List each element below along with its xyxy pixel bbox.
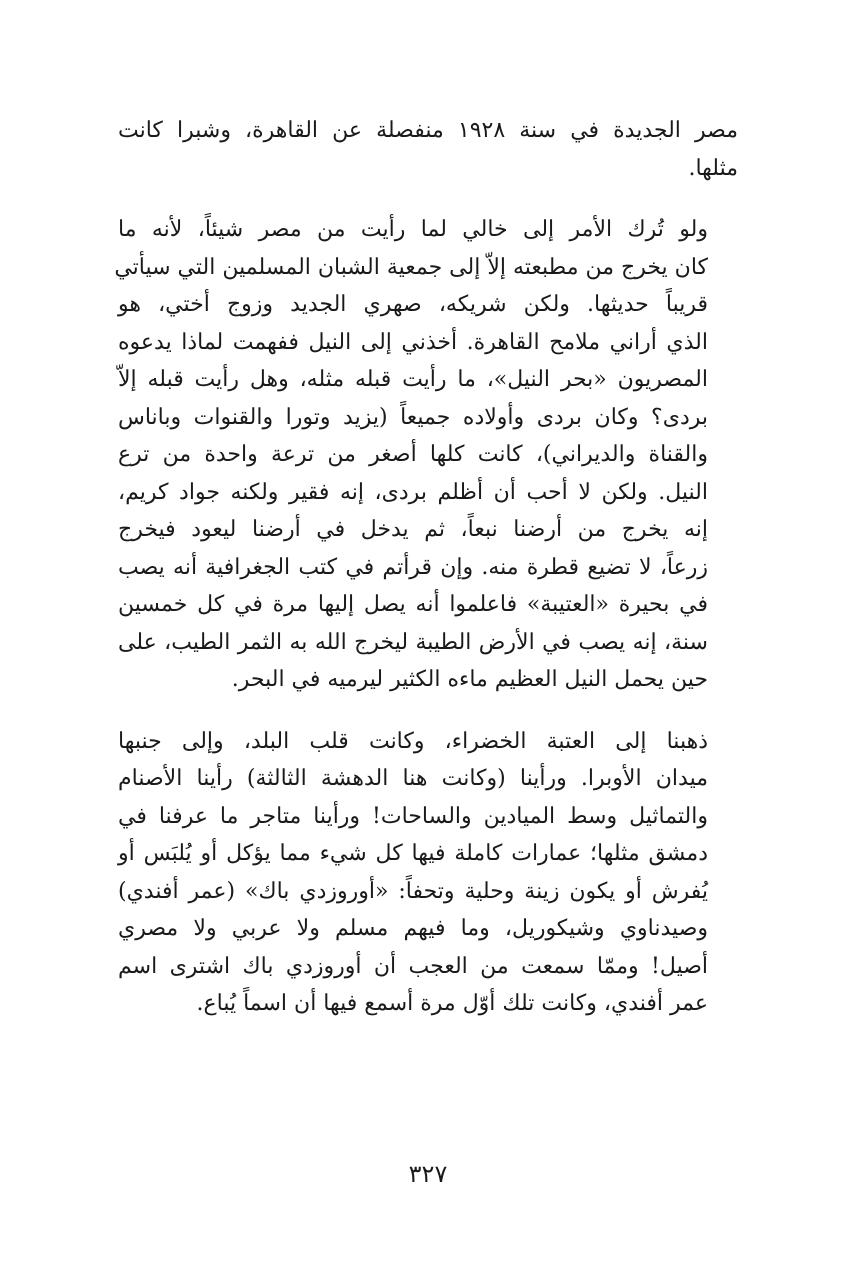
text-line: في بحيرة «العتيبة» فاعلموا أنه يصل إليها مرة في كل خمسين <box>118 592 708 617</box>
text-line: ميدان الأوبرا. ورأينا (وكانت هنا الدهشة الثالثة) رأينا الأصنام <box>118 766 708 791</box>
page-number: ٣٢٧ <box>408 1160 448 1188</box>
text-line: سنة، إنه يصب في الأرض الطيبة ليخرج الله به الثمر الطيب، على <box>118 629 708 655</box>
paragraph <box>114 211 738 699</box>
text-line: المصريون «بحر النيل»، ما رأيت قبله مثله، وهل رأيت قبله إلاّ <box>118 367 708 392</box>
text-container <box>114 112 738 1023</box>
text-line: الذي أراني ملامح القاهرة. أخذني إلى النيل ففهمت لماذا يدعوه <box>118 329 708 355</box>
text-line: كان يخرج من مطبعته إلاّ إلى جمعية الشبان المسلمين التي سيأتي <box>114 254 708 280</box>
text-line: ولو تُرك الأمر إلى خالي لما رأيت من مصر شيئاً، لأنه ما <box>118 217 708 242</box>
paragraph <box>118 723 738 1023</box>
text-line: يُفرش أو يكون زينة وحلية وتحفاً: «أوروزدي باك» (عمر أفندي) <box>118 878 708 904</box>
text-line: حين يحمل النيل العظيم ماءه الكثير ليرميه في البحر. <box>231 667 708 692</box>
text-line: مثلها. <box>688 155 738 181</box>
text-line: والتماثيل وسط الميادين والساحات! ورأينا متاجر ما عرفنا في <box>118 803 708 829</box>
book-page-body <box>114 112 738 1023</box>
text-line: مصر الجديدة في سنة ١٩٢٨ منفصلة عن القاهرة، وشبرا كانت <box>118 118 738 143</box>
text-line: وصيدناوي وشيكوريل، وما فيهم مسلم ولا عربي ولا مصري <box>118 916 708 941</box>
text-line: النيل. ولكن لا أحب أن أظلم بردى، إنه فقير ولكنه جواد كريم، <box>118 479 708 505</box>
text-line: عمر أفندي، وكانت تلك أوّل مرة أسمع فيها أن اسماً يُباع. <box>196 991 708 1016</box>
text-line: إنه يخرج من أرضنا نبعاً، ثم يدخل في أرضنا ليعود فيخرج <box>118 517 708 542</box>
text-line: دمشق مثلها؛ عمارات كاملة فيها كل شيء مما يؤكل أو يُلبَس أو <box>118 841 708 866</box>
text-line: أصيل! وممّا سمعت من العجب أن أوروزدي باك اشترى اسم <box>118 953 708 979</box>
text-line: والقناة والديراني)، كانت كلها أصغر من ترعة واحدة من ترع <box>118 442 708 467</box>
paragraph-gap <box>118 187 738 211</box>
text-line: قريباً حديثها. ولكن شريكه، صهري الجديد وزوج أختي، هو <box>118 292 708 317</box>
paragraph-gap <box>118 699 738 723</box>
text-line: ذهبنا إلى العتبة الخضراء، وكانت قلب البلد، وإلى جنبها <box>118 728 708 754</box>
text-line: زرعاً، لا تضيع قطرة منه. وإن قرأتم في كتب الجغرافية أنه يصب <box>118 554 708 580</box>
text-line: بردى؟ وكان بردى وأولاده جميعاً (يزيد وتورا والقنوات وباناس <box>118 404 708 430</box>
paragraph <box>118 112 738 187</box>
